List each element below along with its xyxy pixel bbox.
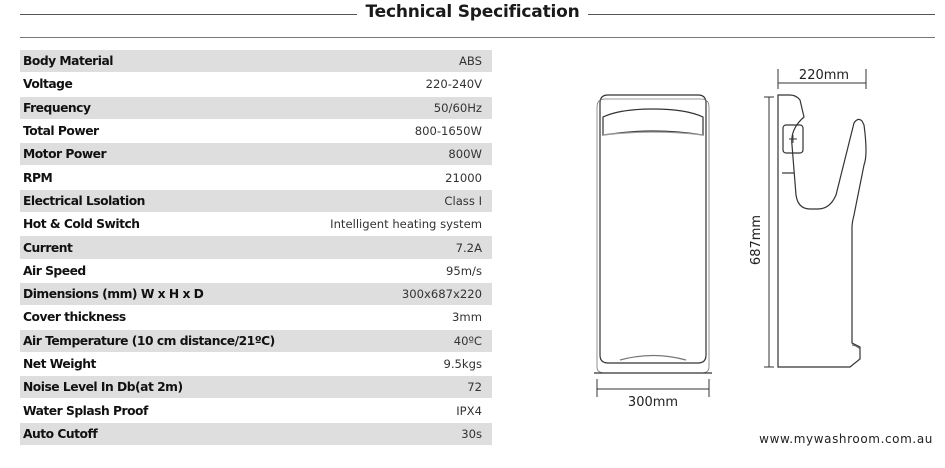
spec-label: Frequency: [23, 100, 91, 115]
spec-label: Current: [23, 240, 73, 255]
spec-label: Total Power: [23, 124, 99, 139]
spec-value: 800W: [448, 147, 482, 162]
spec-row: [20, 50, 492, 73]
website-url: www.mywashroom.com.au: [759, 432, 933, 446]
spec-value: 800-1650W: [414, 124, 482, 139]
spec-label: Auto Cutoff: [23, 426, 98, 441]
spec-label: Hot & Cold Switch: [23, 217, 140, 232]
spec-value: IPX4: [456, 403, 482, 418]
spec-value: 300x687x220: [401, 287, 482, 302]
spec-row: [20, 283, 492, 306]
spec-row: [20, 399, 492, 422]
height-dimension: [764, 97, 774, 367]
spec-row: [20, 120, 492, 143]
spec-value: Class I: [444, 193, 482, 208]
spec-value: 30s: [461, 426, 482, 441]
spec-label: Water Splash Proof: [23, 403, 148, 418]
spec-row: [20, 376, 492, 399]
spec-value: 3mm: [452, 310, 482, 325]
spec-row: [20, 143, 492, 166]
spec-label: Body Material: [23, 54, 113, 69]
side-view: [778, 95, 866, 367]
front-view: [594, 95, 712, 373]
spec-row: [20, 166, 492, 189]
depth-label: 220mm: [798, 68, 850, 83]
spec-value: 72: [467, 380, 482, 395]
spec-value: 21000: [445, 170, 482, 185]
spec-row: [20, 73, 492, 96]
spec-label: Air Speed: [23, 263, 86, 278]
spec-value: ABS: [458, 54, 482, 69]
spec-value: 220-240V: [425, 77, 482, 92]
spec-value: 40ºC: [453, 333, 482, 348]
page-title: Technical Specification: [0, 2, 945, 22]
spec-label: Motor Power: [23, 147, 107, 162]
spec-row: [20, 306, 492, 329]
spec-row: [20, 190, 492, 213]
spec-label: Electrical Lsolation: [23, 193, 145, 208]
spec-label: Voltage: [23, 77, 73, 92]
spec-label: Cover thickness: [23, 310, 126, 325]
spec-label: Noise Level In Db(at 2m): [23, 380, 183, 395]
spec-table: [20, 50, 492, 446]
spec-value: Intelligent heating system: [330, 217, 482, 232]
spec-row: [20, 423, 492, 446]
spec-label: RPM: [23, 170, 53, 185]
spec-value: 95m/s: [446, 263, 482, 278]
height-label: 687mm: [749, 214, 764, 266]
spec-row: [20, 353, 492, 376]
spec-row: [20, 260, 492, 283]
spec-row: [20, 97, 492, 120]
title-rule: [20, 37, 935, 38]
spec-row: [20, 330, 492, 353]
spec-label: Air Temperature (10 cm distance/21ºC): [23, 333, 275, 348]
spec-row: [20, 236, 492, 259]
spec-label: Net Weight: [23, 357, 96, 371]
hand-dryer-drawing: [560, 55, 940, 415]
spec-value: 9.5kgs: [443, 357, 482, 371]
spec-label: Dimensions (mm) W x H x D: [23, 287, 204, 302]
spec-value: 50/60Hz: [433, 100, 482, 115]
spec-value: 7.2A: [455, 240, 482, 255]
spec-row: [20, 213, 492, 236]
width-label: 300mm: [627, 395, 679, 410]
